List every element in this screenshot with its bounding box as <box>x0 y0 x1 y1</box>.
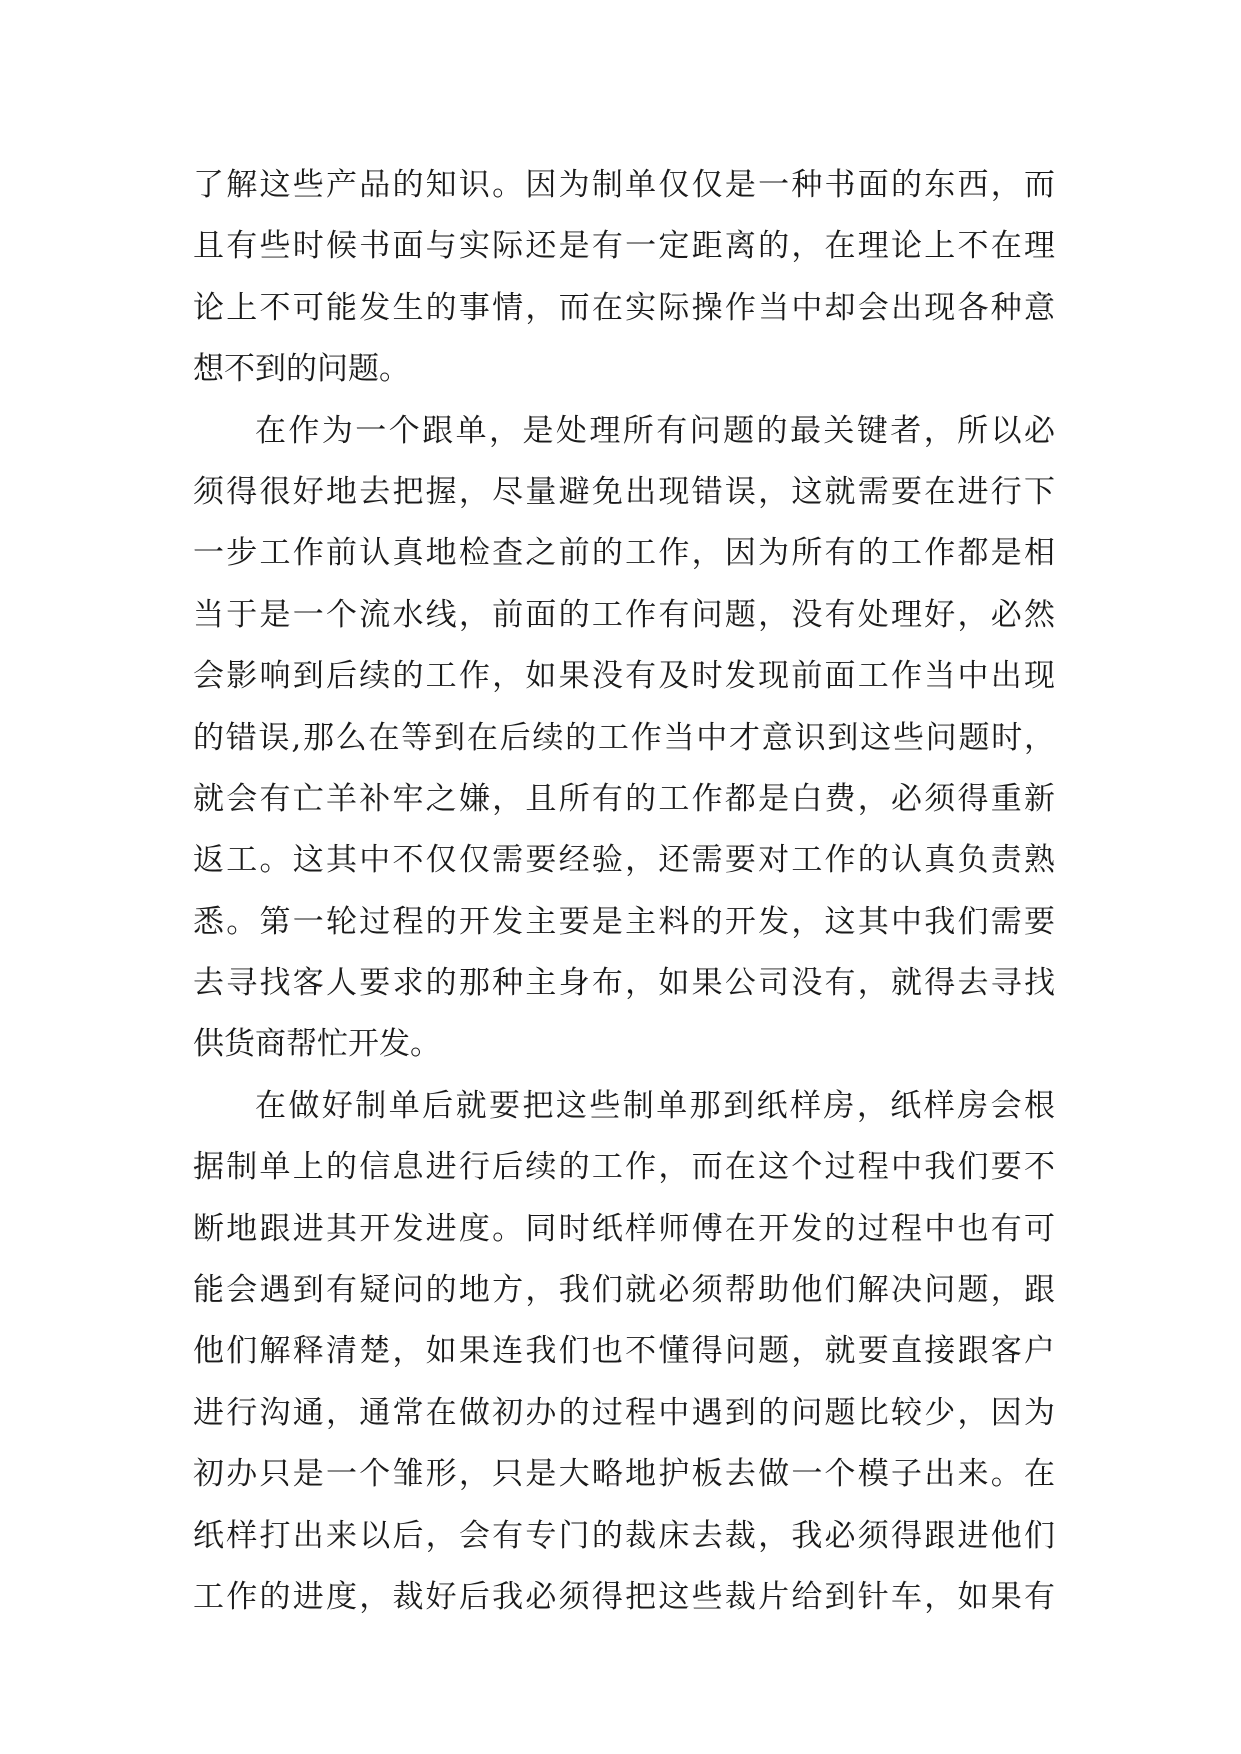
paragraph-line: 在作为一个跟单，是处理所有问题的最关键者，所以必 <box>255 412 1055 449</box>
paragraph-line: 一步工作前认真地检查之前的工作，因为所有的工作都是相 <box>193 535 1055 572</box>
paragraph-line: 断地跟进其开发进度。同时纸样师傅在开发的过程中也有可 <box>193 1210 1055 1247</box>
paragraph-1 <box>193 155 1055 401</box>
paragraph-line: 工作的进度，裁好后我必须得把这些裁片给到针车，如果有 <box>193 1578 1055 1615</box>
paragraph-line: 他们解释清楚，如果连我们也不懂得问题，就要直接跟客户 <box>193 1333 1055 1370</box>
paragraph-line: 且有些时候书面与实际还是有一定距离的，在理论上不在理 <box>193 228 1055 265</box>
paragraph-line: 能会遇到有疑问的地方，我们就必须帮助他们解决问题，跟 <box>193 1272 1055 1309</box>
paragraph-3 <box>193 1076 1055 1629</box>
paragraph-line: 供货商帮忙开发。 <box>193 1026 441 1063</box>
paragraph-line: 须得很好地去把握，尽量避免出现错误，这就需要在进行下 <box>193 473 1055 510</box>
paragraph-line: 论上不可能发生的事情，而在实际操作当中却会出现各种意 <box>193 289 1055 326</box>
paragraph-line: 当于是一个流水线，前面的工作有问题，没有处理好，必然 <box>193 596 1055 633</box>
document-body <box>193 155 1055 1628</box>
paragraph-line: 纸样打出来以后，会有专门的裁床去裁，我必须得跟进他们 <box>193 1517 1055 1554</box>
paragraph-line: 初办只是一个雏形，只是大略地护板去做一个模子出来。在 <box>193 1456 1055 1493</box>
paragraph-line: 去寻找客人要求的那种主身布，如果公司没有，就得去寻找 <box>193 965 1055 1002</box>
paragraph-line: 就会有亡羊补牢之嫌，且所有的工作都是白费，必须得重新 <box>193 780 1055 817</box>
paragraph-2 <box>193 401 1055 1076</box>
paragraph-line: 想不到的问题。 <box>193 351 410 388</box>
paragraph-line: 会影响到后续的工作，如果没有及时发现前面工作当中出现 <box>193 658 1055 695</box>
paragraph-line: 返工。这其中不仅仅需要经验，还需要对工作的认真负责熟 <box>193 842 1055 879</box>
paragraph-line: 了解这些产品的知识。因为制单仅仅是一种书面的东西，而 <box>193 167 1055 203</box>
paragraph-line: 据制单上的信息进行后续的工作，而在这个过程中我们要不 <box>193 1149 1055 1186</box>
paragraph-line: 进行沟通，通常在做初办的过程中遇到的问题比较少，因为 <box>193 1394 1055 1431</box>
paragraph-line: 悉。第一轮过程的开发主要是主料的开发，这其中我们需要 <box>193 903 1055 940</box>
paragraph-line: 在做好制单后就要把这些制单那到纸样房，纸样房会根 <box>255 1087 1055 1124</box>
paragraph-line: 的错误,那么在等到在后续的工作当中才意识到这些问题时， <box>193 719 1055 756</box>
